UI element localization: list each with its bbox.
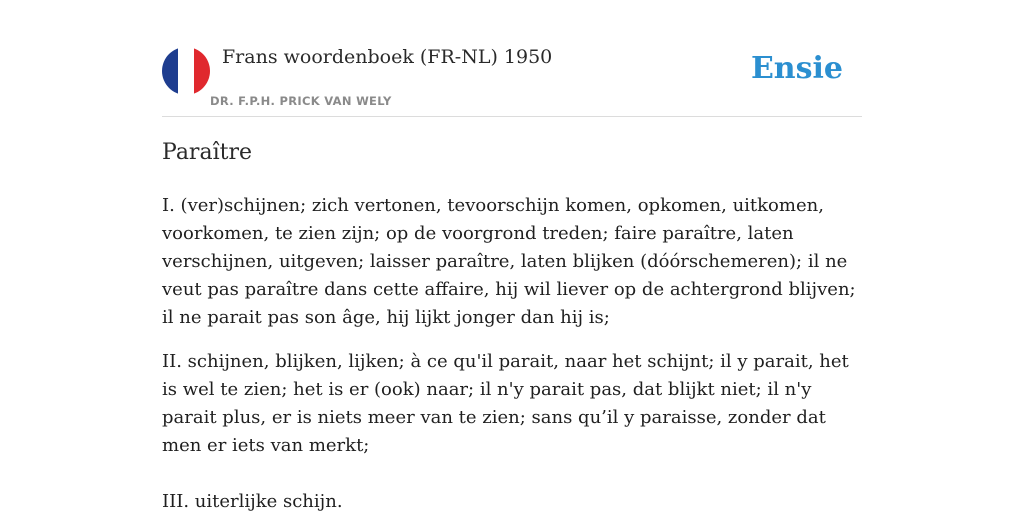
dictionary-title[interactable]: Frans woordenboek (FR-NL) 1950 bbox=[222, 46, 553, 68]
dictionary-card bbox=[162, 0, 862, 512]
dictionary-header bbox=[162, 0, 862, 117]
ensie-logo[interactable]: Ensie bbox=[750, 51, 843, 86]
entry-title: Paraître bbox=[162, 140, 252, 165]
definition-sense-1: I. (ver)schijnen; zich vertonen, tevoorschijn komen, opkomen, uitkomen, voorkomen, te zien zijn; op de voorgrond treden; faire paraître, laten verschijnen, uitgeven; laisser paraître, laten blijken (dóórschemeren); il ne veut pas paraître dans cette affaire, hij wil liever op de achtergrond blijven; il ne parait pas son âge, hij lijkt jonger dan hij is; bbox=[162, 195, 856, 328]
dictionary-author: DR. F.P.H. PRICK VAN WELY bbox=[210, 94, 392, 108]
entry-definitions bbox=[162, 192, 862, 532]
french-flag-icon bbox=[162, 47, 210, 95]
definition-sense-2: II. schijnen, blijken, lijken; à ce qu'il parait, naar het schijnt; il y parait, het is wel te zien; het is er (ook) naar; il n'y parait pas, dat blijkt niet; il n'y parait plus, er is niets meer van te zien; sans qu’il y paraisse, zonder dat men er iets van merkt; bbox=[162, 351, 849, 456]
definition-sense-3: III. uiterlijke schijn. bbox=[162, 491, 343, 512]
